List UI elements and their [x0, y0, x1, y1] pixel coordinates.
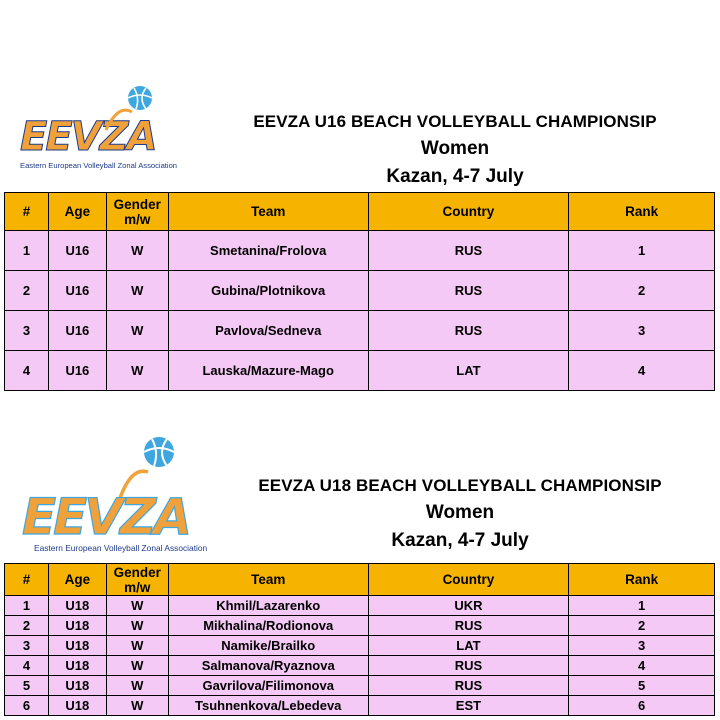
eevza-logo-graphic: [18, 434, 218, 564]
results-table-u18: [4, 563, 715, 716]
cell-country: LAT: [368, 351, 569, 391]
cell-age: U18: [48, 596, 106, 616]
cell-number: 4: [5, 656, 49, 676]
col-gender-header: [106, 564, 168, 596]
eevza-logo-u18: [18, 434, 218, 564]
cell-number: 4: [5, 351, 49, 391]
cell-age: U16: [48, 351, 106, 391]
table-row: [5, 676, 715, 696]
cell-team: Tsuhnenkova/Lebedeva: [168, 696, 368, 716]
cell-age: U18: [48, 636, 106, 656]
cell-country: EST: [368, 696, 569, 716]
cell-number: 5: [5, 676, 49, 696]
cell-team: Gavrilova/Filimonova: [168, 676, 368, 696]
championship-title: EEVZA U16 BEACH VOLLEYBALL CHAMPIONSIP: [253, 112, 657, 131]
cell-rank: 4: [569, 351, 715, 391]
category-label: Women: [420, 138, 490, 159]
table-header-row: [5, 193, 715, 231]
cell-number: 2: [5, 616, 49, 636]
cell-team: Namike/Brailko: [168, 636, 368, 656]
cell-number: 6: [5, 696, 49, 716]
logo-letters: EEVZA: [22, 488, 189, 546]
category-label: Women: [425, 502, 495, 523]
cell-number: 3: [5, 636, 49, 656]
col-age-header: Age: [48, 564, 106, 596]
table-row: [5, 616, 715, 636]
col-rank-header: Rank: [569, 193, 715, 231]
table-row: [5, 351, 715, 391]
championship-title: EEVZA U18 BEACH VOLLEYBALL CHAMPIONSIP: [258, 476, 662, 495]
cell-rank: 1: [569, 231, 715, 271]
col-number-header: #: [5, 564, 49, 596]
cell-rank: 4: [569, 656, 715, 676]
col-gender-label: Gender m/w: [113, 564, 161, 595]
cell-gender: W: [106, 676, 168, 696]
table-header-row: [5, 564, 715, 596]
cell-rank: 1: [569, 596, 715, 616]
table-row: [5, 656, 715, 676]
cell-country: LAT: [368, 636, 569, 656]
eevza-logo-u16: [14, 84, 194, 174]
table-row: [5, 596, 715, 616]
cell-age: U18: [48, 616, 106, 636]
cell-country: RUS: [368, 616, 569, 636]
cell-team: Mikhalina/Rodionova: [168, 616, 368, 636]
location-date: Kazan, 4-7 July: [391, 530, 529, 551]
col-country-header: Country: [368, 193, 569, 231]
cell-number: 1: [5, 596, 49, 616]
cell-team: Lauska/Mazure-Mago: [168, 351, 368, 391]
col-team-header: Team: [168, 564, 368, 596]
cell-rank: 3: [569, 636, 715, 656]
cell-rank: 2: [569, 616, 715, 636]
table-row: [5, 271, 715, 311]
cell-team: Pavlova/Sedneva: [168, 311, 368, 351]
col-number-header: #: [5, 193, 49, 231]
cell-number: 1: [5, 231, 49, 271]
cell-gender: W: [106, 271, 168, 311]
cell-age: U16: [48, 311, 106, 351]
cell-rank: 5: [569, 676, 715, 696]
col-gender-header: [106, 193, 168, 231]
cell-country: RUS: [368, 231, 569, 271]
table-row: [5, 311, 715, 351]
table-row: [5, 636, 715, 656]
results-table-u16: [4, 192, 715, 391]
cell-team: Salmanova/Ryaznova: [168, 656, 368, 676]
cell-country: RUS: [368, 271, 569, 311]
col-country-header: Country: [368, 564, 569, 596]
cell-gender: W: [106, 656, 168, 676]
cell-country: RUS: [368, 656, 569, 676]
cell-age: U16: [48, 231, 106, 271]
table-row: [5, 231, 715, 271]
cell-country: UKR: [368, 596, 569, 616]
cell-team: Khmil/Lazarenko: [168, 596, 368, 616]
cell-rank: 3: [569, 311, 715, 351]
cell-age: U18: [48, 696, 106, 716]
cell-gender: W: [106, 696, 168, 716]
logo-subtitle: Eastern European Volleyball Zonal Association: [20, 161, 178, 170]
cell-gender: W: [106, 311, 168, 351]
header-u18: [200, 476, 720, 552]
cell-age: U18: [48, 676, 106, 696]
cell-number: 2: [5, 271, 49, 311]
col-gender-label: Gender m/w: [113, 196, 161, 227]
cell-number: 3: [5, 311, 49, 351]
cell-gender: W: [106, 616, 168, 636]
cell-rank: 2: [569, 271, 715, 311]
logo-letters: EEVZA: [20, 114, 156, 160]
col-age-header: Age: [48, 193, 106, 231]
cell-age: U16: [48, 271, 106, 311]
cell-gender: W: [106, 231, 168, 271]
col-rank-header: Rank: [569, 564, 715, 596]
cell-team: Smetanina/Frolova: [168, 231, 368, 271]
location-date: Kazan, 4-7 July: [386, 166, 524, 187]
cell-age: U18: [48, 656, 106, 676]
cell-rank: 6: [569, 696, 715, 716]
table-row: [5, 696, 715, 716]
cell-gender: W: [106, 596, 168, 616]
cell-gender: W: [106, 636, 168, 656]
col-team-header: Team: [168, 193, 368, 231]
cell-team: Gubina/Plotnikova: [168, 271, 368, 311]
eevza-logo-graphic: [14, 84, 194, 174]
cell-country: RUS: [368, 676, 569, 696]
logo-subtitle: Eastern European Volleyball Zonal Association: [34, 543, 208, 553]
cell-country: RUS: [368, 311, 569, 351]
cell-gender: W: [106, 351, 168, 391]
header-u16: [195, 112, 715, 188]
